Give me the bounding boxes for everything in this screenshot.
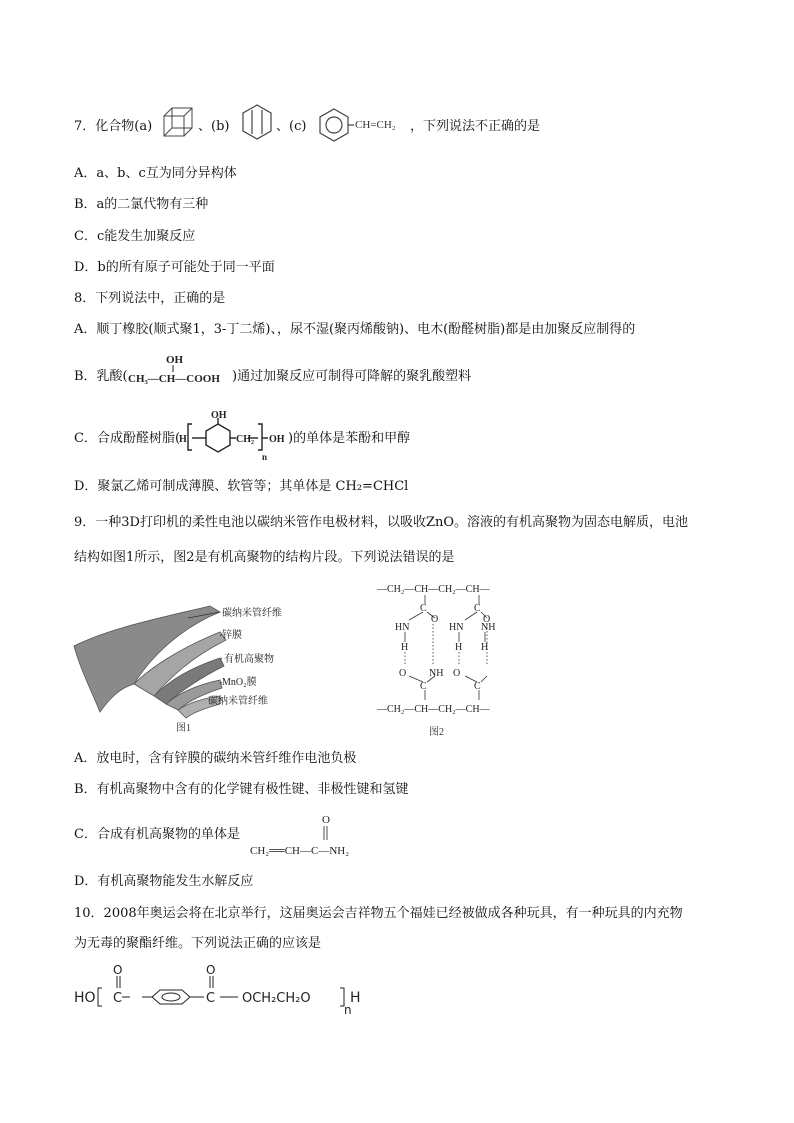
figure-2-polymer-fragment bbox=[375, 580, 505, 740]
fig1-label-3: MnO₂膜 bbox=[222, 677, 257, 688]
polyester-structure bbox=[72, 962, 372, 1018]
fig2-caption: 图2 bbox=[429, 727, 444, 738]
polyester-tail: OCH₂CH₂O bbox=[242, 991, 311, 1006]
fig2-c-4: C bbox=[474, 681, 481, 692]
acrylamide-formula: CH₂══CH—C—NH₂ bbox=[250, 845, 350, 857]
acrylamide-structure bbox=[248, 812, 388, 860]
resin-tail-oh: OH bbox=[269, 434, 285, 445]
polyester-ho: HO bbox=[74, 990, 96, 1006]
q9-option-d: D．有机高聚物能发生水解反应 bbox=[74, 874, 254, 889]
q7-option-c: C．c能发生加聚反应 bbox=[74, 229, 196, 244]
styrene-group: CH=CH₂ bbox=[355, 119, 396, 131]
fig2-nh-1: NH bbox=[429, 668, 444, 679]
fig2-top-chain: —CH₂—CH—CH₂—CH— bbox=[377, 584, 490, 595]
q9-stem-2: 结构如图1所示，图2是有机高聚物的结构片段。下列说法错误的是 bbox=[74, 550, 455, 565]
fig2-hn-2: HN bbox=[449, 622, 464, 633]
lactic-formula: CH₃—CH—COOH bbox=[128, 373, 220, 385]
q9-option-b: B．有机高聚物中含有的化学键有极性键、非极性键和氢键 bbox=[74, 782, 409, 797]
acrylamide-o: O bbox=[322, 814, 330, 826]
polyester-n: n bbox=[344, 1003, 352, 1017]
q7-option-a: A．a、b、c互为同分异构体 bbox=[74, 166, 237, 181]
fig1-label-0: 碳纳米管纤维 bbox=[222, 608, 282, 619]
q7-stem-a: 7．化合物(a) bbox=[74, 119, 153, 134]
bicyclic-structure bbox=[240, 102, 274, 142]
fig1-label-1: 锌膜 bbox=[222, 630, 242, 641]
q10-stem-1: 10．2008年奥运会将在北京举行，这届奥运会吉祥物五个福娃已经被做成各种玩具，有一种玩具的内充物 bbox=[74, 906, 683, 921]
q7-stem bbox=[74, 118, 152, 136]
q7-option-d: D．b的所有原子可能处于同一平面 bbox=[74, 260, 275, 275]
fig2-o-3: O bbox=[399, 668, 407, 679]
resin-n: n bbox=[262, 452, 268, 462]
q9-option-a: A．放电时，含有锌膜的碳纳米管纤维作电池负极 bbox=[74, 751, 357, 766]
fig2-h-2: H bbox=[455, 642, 463, 653]
fig2-c-2: C bbox=[474, 603, 481, 614]
q7-tail: ，下列说法不正确的是 bbox=[410, 119, 541, 134]
fig2-c-3: C bbox=[420, 681, 427, 692]
resin-h: H bbox=[179, 434, 187, 445]
fig2-o-1: O bbox=[431, 614, 439, 625]
fig1-caption: 图1 bbox=[176, 723, 191, 734]
q9-stem-1: 9．一种3D打印机的柔性电池以碳纳米管作电极材料，以吸收ZnO。溶液的有机高聚物为固态电解质，电池 bbox=[74, 515, 689, 530]
q8-option-d: D．聚氯乙烯可制成薄膜、软管等；其单体是 CH₂=CHCl bbox=[74, 479, 409, 494]
lactic-oh: OH bbox=[166, 354, 184, 366]
q7-option-b: B．a的二氯代物有三种 bbox=[74, 197, 209, 212]
q8-option-b-pre: B．乳酸( bbox=[74, 369, 128, 384]
resin-oh: OH bbox=[211, 410, 227, 421]
polyester-h: H bbox=[350, 990, 361, 1006]
q8-option-c-pre: C．合成酚醛树脂( bbox=[74, 431, 181, 446]
fig2-o-4: O bbox=[453, 668, 461, 679]
figure-1-battery bbox=[70, 588, 330, 738]
polyester-o1: O bbox=[113, 963, 123, 977]
fig2-hn-1: HN bbox=[395, 622, 410, 633]
q7-sep-c: 、(c) bbox=[276, 119, 307, 134]
fig2-o-2: O bbox=[483, 614, 491, 625]
phenolic-resin-structure bbox=[178, 410, 288, 462]
q7-sep-b: 、(b) bbox=[198, 119, 230, 134]
polyester-o2: O bbox=[206, 963, 216, 977]
fig2-nh-2: NH bbox=[481, 622, 496, 633]
q7-tail-wrap bbox=[410, 118, 540, 136]
fig2-bottom-chain: —CH₂—CH—CH₂—CH— bbox=[377, 704, 490, 715]
q8-option-a: A．顺丁橡胶(顺式聚1，3-丁二烯)、，尿不湿(聚丙烯酸钠)、电木(酚醛树脂)都是由加聚反应制得的 bbox=[74, 322, 636, 337]
q8-option-c-post: )的单体是苯酚和甲醇 bbox=[288, 431, 411, 446]
fig2-h-1: H bbox=[401, 642, 409, 653]
polyester-c2: C bbox=[206, 991, 216, 1006]
lactic-acid-structure bbox=[126, 352, 236, 388]
resin-ch2: CH₂ bbox=[236, 434, 254, 445]
q10-stem-2: 为无毒的聚酯纤维。下列说法正确的应该是 bbox=[74, 936, 322, 951]
q7-sep-b-wrap bbox=[198, 118, 229, 136]
cubane-structure bbox=[160, 104, 196, 140]
styrene-structure bbox=[316, 106, 410, 142]
polyester-c1: C bbox=[113, 991, 123, 1006]
fig1-label-2: 有机高聚物 bbox=[224, 654, 274, 665]
fig1-label-4: 碳纳米管纤维 bbox=[208, 696, 268, 707]
q7-sep-c-wrap bbox=[276, 118, 306, 136]
fig2-c-1: C bbox=[420, 603, 427, 614]
q8-stem: 8．下列说法中，正确的是 bbox=[74, 291, 226, 306]
q9-option-c-pre: C．合成有机高聚物的单体是 bbox=[74, 827, 240, 842]
q8-option-b-post: )通过加聚反应可制得可降解的聚乳酸塑料 bbox=[232, 369, 472, 384]
fig2-h-3: H bbox=[481, 642, 489, 653]
